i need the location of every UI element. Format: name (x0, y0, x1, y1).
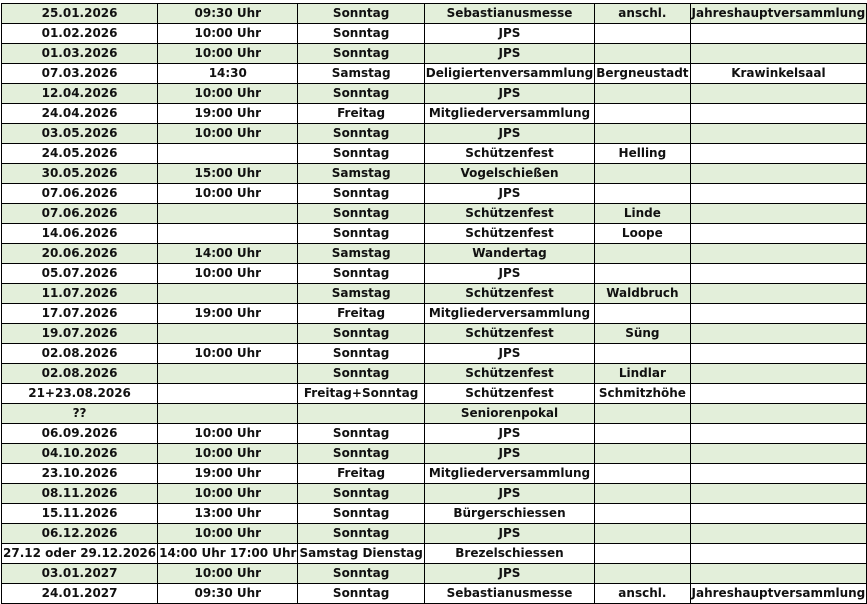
table-row (2, 4, 867, 24)
date-cell[interactable]: 25.01.2026 (2, 4, 158, 24)
date-cell[interactable]: 03.01.2027 (2, 564, 158, 584)
location-cell[interactable] (595, 164, 690, 184)
date-cell[interactable]: 01.03.2026 (2, 44, 158, 64)
location-cell[interactable] (595, 44, 690, 64)
event-schedule-table (1, 3, 867, 604)
location-cell[interactable] (595, 524, 690, 544)
table-row (2, 384, 867, 404)
time-cell[interactable]: 10:00 Uhr (158, 484, 298, 504)
event-cell[interactable]: Vogelschießen (424, 164, 594, 184)
time-cell[interactable]: 14:30 (158, 64, 298, 84)
note-cell[interactable] (690, 44, 867, 64)
table-row (2, 304, 867, 324)
date-cell[interactable]: 24.04.2026 (2, 104, 158, 124)
note-cell[interactable] (690, 404, 867, 424)
date-cell[interactable]: 07.06.2026 (2, 204, 158, 224)
date-cell[interactable]: 24.01.2027 (2, 584, 158, 604)
note-cell[interactable] (690, 244, 867, 264)
date-cell[interactable]: 02.08.2026 (2, 364, 158, 384)
event-cell[interactable]: Schützenfest (424, 224, 594, 244)
table-row (2, 584, 867, 604)
event-cell[interactable]: JPS (424, 264, 594, 284)
location-cell[interactable] (595, 124, 690, 144)
time-cell[interactable]: 10:00 Uhr (158, 124, 298, 144)
note-cell[interactable] (690, 144, 867, 164)
note-cell[interactable] (690, 544, 867, 564)
note-cell[interactable] (690, 124, 867, 144)
table-row (2, 264, 867, 284)
event-schedule-body (2, 4, 867, 604)
event-cell[interactable]: Schützenfest (424, 324, 594, 344)
location-cell[interactable]: Waldbruch (595, 284, 690, 304)
weekday-cell[interactable]: Samstag Dienstag (298, 544, 424, 564)
note-cell[interactable] (690, 284, 867, 304)
table-row (2, 424, 867, 444)
location-cell[interactable] (595, 244, 690, 264)
weekday-cell[interactable]: Sonntag (298, 144, 424, 164)
event-cell[interactable]: Schützenfest (424, 144, 594, 164)
time-cell[interactable]: 09:30 Uhr (158, 584, 298, 604)
table-row (2, 364, 867, 384)
note-cell[interactable] (690, 324, 867, 344)
time-cell[interactable]: 10:00 Uhr (158, 524, 298, 544)
event-cell[interactable]: Mitgliederversammlung (424, 304, 594, 324)
table-row (2, 484, 867, 504)
location-cell[interactable] (595, 404, 690, 424)
weekday-cell[interactable]: Sonntag (298, 124, 424, 144)
note-cell[interactable] (690, 384, 867, 404)
event-cell[interactable]: Sebastianusmesse (424, 584, 594, 604)
weekday-cell[interactable]: Freitag (298, 104, 424, 124)
note-cell[interactable]: Jahreshauptversammlung (690, 4, 867, 24)
time-cell[interactable]: 14:00 Uhr 17:00 Uhr (158, 544, 298, 564)
event-cell[interactable]: JPS (424, 424, 594, 444)
date-cell[interactable]: 02.08.2026 (2, 344, 158, 364)
table-row (2, 104, 867, 124)
event-cell[interactable]: Wandertag (424, 244, 594, 264)
time-cell[interactable] (158, 284, 298, 304)
table-row (2, 204, 867, 224)
event-cell[interactable]: Bürgerschiessen (424, 504, 594, 524)
weekday-cell[interactable]: Sonntag (298, 504, 424, 524)
note-cell[interactable] (690, 484, 867, 504)
time-cell[interactable]: 10:00 Uhr (158, 184, 298, 204)
location-cell[interactable]: Bergneustadt (595, 64, 690, 84)
time-cell[interactable]: 10:00 Uhr (158, 264, 298, 284)
weekday-cell[interactable]: Sonntag (298, 484, 424, 504)
location-cell[interactable] (595, 24, 690, 44)
note-cell[interactable] (690, 564, 867, 584)
table-row (2, 244, 867, 264)
location-cell[interactable]: Linde (595, 204, 690, 224)
time-cell[interactable]: 09:30 Uhr (158, 4, 298, 24)
weekday-cell[interactable]: Sonntag (298, 4, 424, 24)
weekday-cell[interactable]: Samstag (298, 284, 424, 304)
weekday-cell[interactable]: Sonntag (298, 344, 424, 364)
weekday-cell[interactable]: Sonntag (298, 84, 424, 104)
time-cell[interactable]: 15:00 Uhr (158, 164, 298, 184)
table-row (2, 24, 867, 44)
note-cell[interactable] (690, 104, 867, 124)
location-cell[interactable] (595, 544, 690, 564)
note-cell[interactable] (690, 464, 867, 484)
event-cell[interactable]: JPS (424, 564, 594, 584)
location-cell[interactable] (595, 184, 690, 204)
time-cell[interactable]: 13:00 Uhr (158, 504, 298, 524)
table-row (2, 44, 867, 64)
weekday-cell[interactable]: Freitag (298, 304, 424, 324)
note-cell[interactable] (690, 504, 867, 524)
table-row (2, 124, 867, 144)
weekday-cell[interactable]: Sonntag (298, 364, 424, 384)
location-cell[interactable] (595, 464, 690, 484)
date-cell[interactable]: 06.12.2026 (2, 524, 158, 544)
time-cell[interactable] (158, 224, 298, 244)
note-cell[interactable] (690, 444, 867, 464)
event-cell[interactable]: JPS (424, 484, 594, 504)
time-cell[interactable]: 10:00 Uhr (158, 44, 298, 64)
location-cell[interactable] (595, 304, 690, 324)
time-cell[interactable]: 10:00 Uhr (158, 24, 298, 44)
weekday-cell[interactable]: Sonntag (298, 424, 424, 444)
time-cell[interactable]: 10:00 Uhr (158, 344, 298, 364)
event-cell[interactable]: Schützenfest (424, 384, 594, 404)
time-cell[interactable] (158, 144, 298, 164)
date-cell[interactable]: 04.10.2026 (2, 444, 158, 464)
note-cell[interactable] (690, 304, 867, 324)
date-cell[interactable]: 27.12 oder 29.12.2026 (2, 544, 158, 564)
table-row (2, 344, 867, 364)
weekday-cell[interactable]: Samstag (298, 244, 424, 264)
weekday-cell[interactable]: Freitag (298, 464, 424, 484)
note-cell[interactable] (690, 344, 867, 364)
weekday-cell[interactable]: Sonntag (298, 184, 424, 204)
note-cell[interactable] (690, 164, 867, 184)
time-cell[interactable]: 14:00 Uhr (158, 244, 298, 264)
note-cell[interactable] (690, 24, 867, 44)
date-cell[interactable]: ?? (2, 404, 158, 424)
time-cell[interactable] (158, 364, 298, 384)
note-cell[interactable] (690, 424, 867, 444)
event-cell[interactable]: JPS (424, 44, 594, 64)
time-cell[interactable]: 10:00 Uhr (158, 84, 298, 104)
table-row (2, 184, 867, 204)
note-cell[interactable] (690, 364, 867, 384)
location-cell[interactable]: Helling (595, 144, 690, 164)
event-cell[interactable]: Deligiertenversammlung (424, 64, 594, 84)
weekday-cell[interactable]: Sonntag (298, 324, 424, 344)
weekday-cell[interactable]: Sonntag (298, 204, 424, 224)
location-cell[interactable] (595, 84, 690, 104)
time-cell[interactable] (158, 324, 298, 344)
table-row (2, 144, 867, 164)
table-row (2, 524, 867, 544)
location-cell[interactable] (595, 564, 690, 584)
event-cell[interactable]: JPS (424, 84, 594, 104)
table-row (2, 404, 867, 424)
weekday-cell[interactable]: Sonntag (298, 264, 424, 284)
note-cell[interactable]: Krawinkelsaal (690, 64, 867, 84)
location-cell[interactable] (595, 504, 690, 524)
note-cell[interactable] (690, 204, 867, 224)
location-cell[interactable]: Schmitzhöhe (595, 384, 690, 404)
table-row (2, 464, 867, 484)
location-cell[interactable]: anschl. (595, 4, 690, 24)
weekday-cell[interactable]: Sonntag (298, 24, 424, 44)
location-cell[interactable] (595, 104, 690, 124)
time-cell[interactable]: 19:00 Uhr (158, 304, 298, 324)
date-cell[interactable]: 08.11.2026 (2, 484, 158, 504)
location-cell[interactable]: Loope (595, 224, 690, 244)
time-cell[interactable] (158, 384, 298, 404)
date-cell[interactable]: 11.07.2026 (2, 284, 158, 304)
note-cell[interactable]: Jahreshauptversammlung (690, 584, 867, 604)
note-cell[interactable] (690, 264, 867, 284)
event-cell[interactable]: Brezelschiessen (424, 544, 594, 564)
date-cell[interactable]: 14.06.2026 (2, 224, 158, 244)
weekday-cell[interactable]: Sonntag (298, 524, 424, 544)
location-cell[interactable] (595, 484, 690, 504)
time-cell[interactable]: 19:00 Uhr (158, 104, 298, 124)
date-cell[interactable]: 30.05.2026 (2, 164, 158, 184)
date-cell[interactable]: 19.07.2026 (2, 324, 158, 344)
date-cell[interactable]: 24.05.2026 (2, 144, 158, 164)
location-cell[interactable]: anschl. (595, 584, 690, 604)
weekday-cell[interactable]: Sonntag (298, 584, 424, 604)
event-cell[interactable]: Sebastianusmesse (424, 4, 594, 24)
date-cell[interactable]: 15.11.2026 (2, 504, 158, 524)
time-cell[interactable] (158, 204, 298, 224)
table-row (2, 544, 867, 564)
location-cell[interactable] (595, 344, 690, 364)
table-row (2, 444, 867, 464)
weekday-cell[interactable]: Samstag (298, 64, 424, 84)
time-cell[interactable]: 10:00 Uhr (158, 564, 298, 584)
weekday-cell[interactable]: Sonntag (298, 44, 424, 64)
date-cell[interactable]: 07.03.2026 (2, 64, 158, 84)
time-cell[interactable]: 19:00 Uhr (158, 464, 298, 484)
event-cell[interactable]: JPS (424, 124, 594, 144)
date-cell[interactable]: 12.04.2026 (2, 84, 158, 104)
weekday-cell[interactable]: Sonntag (298, 564, 424, 584)
event-cell[interactable]: Seniorenpokal (424, 404, 594, 424)
date-cell[interactable]: 20.06.2026 (2, 244, 158, 264)
table-row (2, 564, 867, 584)
event-cell[interactable]: JPS (424, 524, 594, 544)
location-cell[interactable]: Lindlar (595, 364, 690, 384)
location-cell[interactable]: Süng (595, 324, 690, 344)
table-row (2, 164, 867, 184)
event-cell[interactable]: Schützenfest (424, 284, 594, 304)
table-row (2, 324, 867, 344)
location-cell[interactable] (595, 424, 690, 444)
event-cell[interactable]: Schützenfest (424, 204, 594, 224)
time-cell[interactable] (158, 404, 298, 424)
date-cell[interactable]: 01.02.2026 (2, 24, 158, 44)
weekday-cell[interactable]: Sonntag (298, 224, 424, 244)
time-cell[interactable]: 10:00 Uhr (158, 444, 298, 464)
note-cell[interactable] (690, 524, 867, 544)
table-row (2, 64, 867, 84)
event-cell[interactable]: JPS (424, 184, 594, 204)
date-cell[interactable]: 17.07.2026 (2, 304, 158, 324)
note-cell[interactable] (690, 224, 867, 244)
event-cell[interactable]: Mitgliederversammlung (424, 464, 594, 484)
date-cell[interactable]: 21+23.08.2026 (2, 384, 158, 404)
date-cell[interactable]: 06.09.2026 (2, 424, 158, 444)
date-cell[interactable]: 23.10.2026 (2, 464, 158, 484)
table-row (2, 284, 867, 304)
event-cell[interactable]: JPS (424, 24, 594, 44)
table-row (2, 84, 867, 104)
time-cell[interactable]: 10:00 Uhr (158, 424, 298, 444)
table-row (2, 504, 867, 524)
location-cell[interactable] (595, 264, 690, 284)
note-cell[interactable] (690, 84, 867, 104)
event-cell[interactable]: Mitgliederversammlung (424, 104, 594, 124)
table-row (2, 224, 867, 244)
date-cell[interactable]: 07.06.2026 (2, 184, 158, 204)
event-cell[interactable]: JPS (424, 444, 594, 464)
weekday-cell[interactable] (298, 404, 424, 424)
event-cell[interactable]: JPS (424, 344, 594, 364)
weekday-cell[interactable]: Freitag+Sonntag (298, 384, 424, 404)
note-cell[interactable] (690, 184, 867, 204)
location-cell[interactable] (595, 444, 690, 464)
weekday-cell[interactable]: Sonntag (298, 444, 424, 464)
weekday-cell[interactable]: Samstag (298, 164, 424, 184)
date-cell[interactable]: 05.07.2026 (2, 264, 158, 284)
event-cell[interactable]: Schützenfest (424, 364, 594, 384)
date-cell[interactable]: 03.05.2026 (2, 124, 158, 144)
